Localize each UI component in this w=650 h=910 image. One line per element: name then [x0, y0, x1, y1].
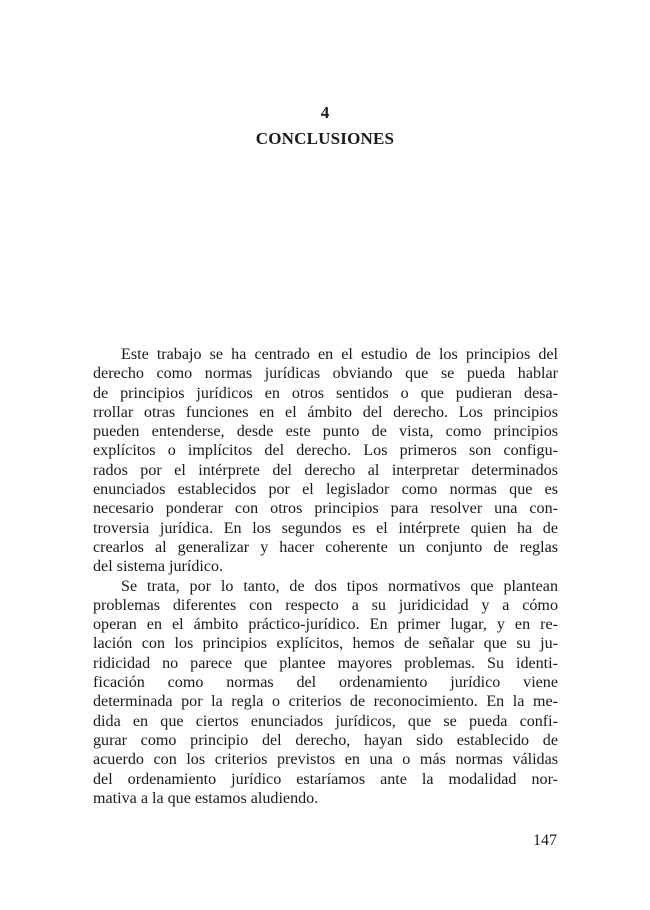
chapter-number: 4: [320, 103, 330, 122]
text-line: troversia jurídica. En los segundos es el intérprete quien ha de: [93, 519, 558, 537]
text-line: mativa a la que estamos aludiendo.: [93, 789, 319, 807]
paragraph: [93, 577, 558, 809]
text-line: crearlos al generalizar y hacer coherente un conjunto de reglas: [93, 538, 558, 556]
text-line: rados por el intérprete del derecho al interpretar determinados: [93, 461, 558, 479]
body-text: [93, 345, 558, 808]
text-line: del ordenamiento jurídico estaríamos ante la modalidad nor-: [93, 770, 558, 788]
text-line: Se trata, por lo tanto, de dos tipos normativos que plantean: [121, 577, 558, 595]
text-line: necesario ponderar con otros principios para resolver una con-: [93, 500, 558, 518]
text-line: enunciados establecidos por el legislador como normas que es: [93, 481, 558, 499]
text-line: gurar como principio del derecho, hayan sido establecido de: [93, 731, 558, 749]
text-line: dida en que ciertos enunciados jurídicos, que se pueda confi-: [93, 712, 558, 730]
chapter-title: CONCLUSIONES: [255, 129, 395, 148]
page-number: 147: [533, 832, 557, 849]
paragraph: [93, 345, 558, 577]
text-line: Este trabajo se ha centrado en el estudio de los principios del: [121, 346, 558, 363]
text-line: rrollar otras funciones en el ámbito del derecho. Los principios: [93, 403, 558, 421]
text-line: del sistema jurídico.: [93, 558, 224, 576]
text-line: explícitos o implícitos del derecho. Los primeros son configu-: [93, 442, 558, 460]
text-line: operan en el ámbito práctico-jurídico. En primer lugar, y en re-: [93, 616, 558, 634]
text-line: pueden entenderse, desde este punto de vista, como principios: [93, 423, 558, 441]
text-line: determinada por la regla o criterios de reconocimiento. En la me-: [93, 693, 558, 711]
text-line: acuerdo con los criterios previstos en una o más normas válidas: [93, 751, 558, 769]
text-line: ficación como normas del ordenamiento jurídico viene: [93, 674, 558, 692]
text-line: de principios jurídicos en otros sentidos o que pudieran desa-: [93, 384, 558, 402]
text-line: derecho como normas jurídicas obviando que se pueda hablar: [93, 365, 558, 383]
text-line: problemas diferentes con respecto a su juridicidad y a cómo: [93, 596, 558, 614]
text-line: ridicidad no parece que plantee mayores problemas. Su identi-: [93, 654, 558, 672]
text-line: lación con los principios explícitos, hemos de señalar que su ju-: [93, 635, 558, 653]
